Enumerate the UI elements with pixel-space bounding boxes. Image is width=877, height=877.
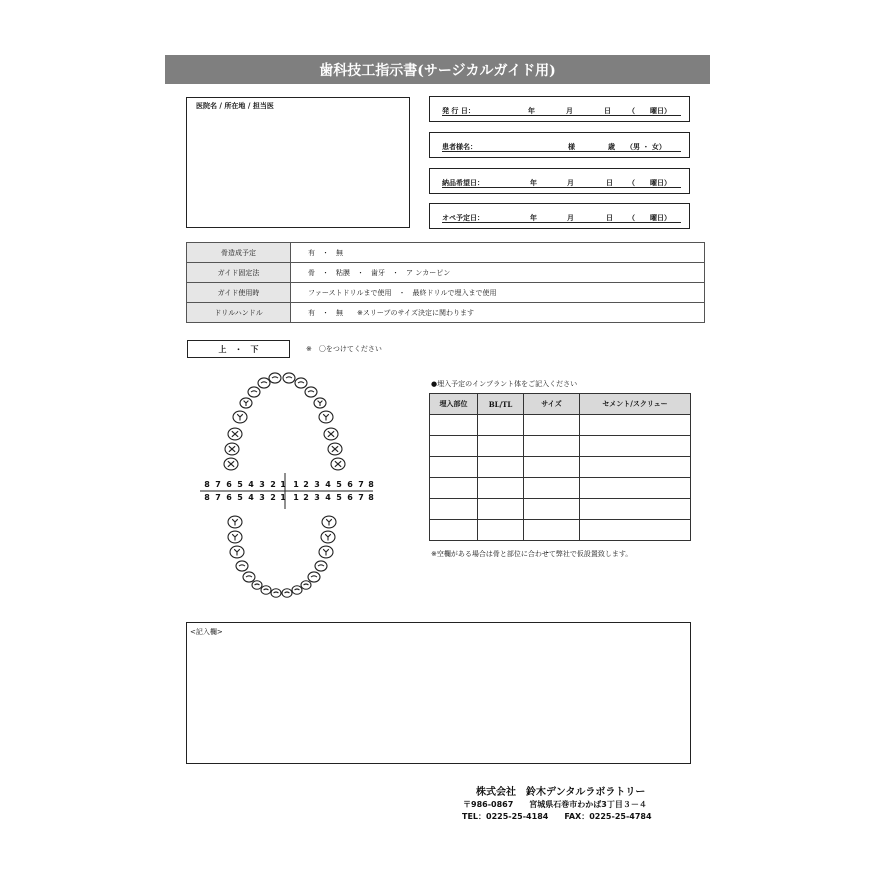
dental-chart[interactable]: [195, 365, 380, 605]
options-table: [186, 242, 705, 323]
implant-cell[interactable]: [430, 520, 478, 541]
tooth-number: 7: [358, 480, 364, 489]
implant-cell[interactable]: [580, 457, 691, 478]
weekday-text: 曜日）: [650, 106, 671, 115]
tooth-icon[interactable]: [301, 581, 311, 590]
implant-row: [430, 436, 691, 457]
implant-cell[interactable]: [478, 499, 524, 520]
col-size: サイズ: [524, 394, 580, 415]
tooth-number: 6: [226, 480, 232, 489]
tooth-number: 8: [204, 480, 210, 489]
tooth-icon[interactable]: [292, 586, 302, 595]
implant-cell[interactable]: [430, 457, 478, 478]
option-key: 骨造成予定: [187, 243, 291, 263]
tooth-icon[interactable]: [271, 589, 281, 598]
paren-open-text: （: [628, 178, 635, 187]
implant-cell[interactable]: [478, 478, 524, 499]
implant-cell[interactable]: [524, 415, 580, 436]
surgery-date-field[interactable]: [429, 203, 690, 229]
year-text: 年: [530, 178, 537, 187]
tooth-number: 3: [314, 480, 320, 489]
implant-cell[interactable]: [524, 457, 580, 478]
tooth-number: 7: [358, 493, 364, 502]
tooth-icon[interactable]: [240, 398, 252, 408]
option-row-bone-graft: [187, 243, 705, 263]
clinic-info-label: 医院名 / 所在地 / 担当医: [196, 101, 274, 110]
implant-row: [430, 415, 691, 436]
tooth-number: 5: [237, 480, 243, 489]
tooth-number: 2: [303, 480, 309, 489]
option-row-guide-usage: [187, 283, 705, 303]
col-bl-tl: BL/TL: [478, 394, 524, 415]
delivery-date-label: 納品希望日：: [442, 178, 484, 187]
tooth-number: 3: [314, 493, 320, 502]
tooth-icon[interactable]: [319, 411, 333, 423]
clinic-info-box[interactable]: [186, 97, 410, 228]
implant-row: [430, 478, 691, 499]
jaw-select[interactable]: 上 ・ 下: [187, 340, 290, 358]
tooth-number: 3: [259, 493, 265, 502]
paren-open-text: （: [628, 213, 635, 222]
tooth-number: 2: [270, 493, 276, 502]
tooth-icon[interactable]: [243, 572, 255, 582]
year-text: 年: [530, 213, 537, 222]
tooth-icon[interactable]: [322, 516, 336, 528]
implant-cell[interactable]: [580, 436, 691, 457]
surgery-date-label: オペ予定日：: [442, 213, 484, 222]
issue-date-label: 発 行 日：: [442, 106, 475, 115]
tooth-icon[interactable]: [315, 561, 327, 571]
tooth-number: 2: [270, 480, 276, 489]
company-name: 株式会社 鈴木デンタルラボラトリー: [476, 787, 646, 798]
option-key: ドリルハンドル: [187, 303, 291, 323]
tooth-icon[interactable]: [236, 561, 248, 571]
tooth-number: 6: [347, 493, 353, 502]
implant-cell[interactable]: [580, 478, 691, 499]
tooth-number: 5: [336, 480, 342, 489]
company-address: 〒986-0867 宮城県石巻市わかば3丁目３－４: [463, 800, 647, 809]
tooth-icon[interactable]: [308, 572, 320, 582]
implant-cell[interactable]: [478, 415, 524, 436]
option-row-fixation: [187, 263, 705, 283]
implant-cell[interactable]: [478, 457, 524, 478]
implant-row: [430, 499, 691, 520]
weekday-text: 曜日）: [650, 213, 671, 222]
option-key: ガイド使用時: [187, 283, 291, 303]
tooth-number: 4: [248, 480, 254, 489]
tooth-icon[interactable]: [228, 428, 242, 440]
tooth-icon[interactable]: [233, 411, 247, 423]
age-text: 歳: [608, 142, 615, 151]
issue-date-field[interactable]: [429, 96, 690, 122]
implant-cell[interactable]: [430, 499, 478, 520]
weekday-text: 曜日）: [650, 178, 671, 187]
tooth-icon[interactable]: [282, 589, 292, 598]
tooth-icon[interactable]: [324, 428, 338, 440]
tooth-number: 1: [293, 480, 299, 489]
tooth-icon[interactable]: [314, 398, 326, 408]
tooth-icon[interactable]: [230, 546, 244, 558]
form-title: 歯科技工指示書(サージカルガイド用): [165, 55, 710, 84]
implant-title: ●埋入予定のインプラント体をご記入ください: [431, 380, 578, 388]
col-retention: セメント/スクリュー: [580, 394, 691, 415]
tooth-number: 4: [325, 480, 331, 489]
implant-cell[interactable]: [524, 436, 580, 457]
implant-row: [430, 457, 691, 478]
tooth-icon[interactable]: [283, 373, 295, 383]
tooth-icon[interactable]: [319, 546, 333, 558]
implant-cell[interactable]: [524, 478, 580, 499]
sama-text: 様: [568, 142, 575, 151]
implant-table: [429, 393, 691, 541]
option-value[interactable]: 有 ・ 無: [291, 243, 705, 263]
implant-cell[interactable]: [524, 520, 580, 541]
col-site: 埋入部位: [430, 394, 478, 415]
day-text: 日: [604, 106, 611, 115]
tooth-icon[interactable]: [248, 387, 260, 397]
tooth-icon[interactable]: [261, 586, 271, 595]
paren-open-text: （: [628, 106, 635, 115]
company-contact: TEL：0225-25-4184 FAX：0225-25-4784: [462, 812, 652, 821]
tooth-number: 8: [368, 493, 374, 502]
tooth-number: 6: [347, 480, 353, 489]
patient-name-label: 患者様名：: [442, 142, 477, 151]
tooth-icon[interactable]: [224, 458, 238, 470]
option-key: ガイド固定法: [187, 263, 291, 283]
gender-text: （男 ・ 女）: [626, 142, 666, 151]
option-value[interactable]: ファーストドリルまで使用 ・ 最終ドリルで埋入まで使用: [291, 283, 705, 303]
tooth-icon[interactable]: [269, 373, 281, 383]
month-text: 月: [566, 106, 573, 115]
option-value[interactable]: 骨 ・ 粘膜 ・ 歯牙 ・ ア ンカーピン: [291, 263, 705, 283]
tooth-number: 7: [215, 480, 221, 489]
implant-row: [430, 520, 691, 541]
delivery-date-field[interactable]: [429, 168, 690, 194]
month-text: 月: [567, 213, 574, 222]
year-text: 年: [528, 106, 535, 115]
patient-name-field[interactable]: [429, 132, 690, 158]
implant-cell[interactable]: [580, 499, 691, 520]
jaw-note: ※ 〇をつけてください: [306, 345, 382, 353]
implant-note: ※空欄がある場合は骨と部位に合わせて弊社で仮設置致します。: [431, 550, 633, 558]
tooth-number: 4: [325, 493, 331, 502]
implant-cell[interactable]: [580, 520, 691, 541]
implant-cell[interactable]: [430, 436, 478, 457]
tooth-number: 1: [280, 480, 286, 489]
option-row-drill-handle: [187, 303, 705, 323]
tooth-icon[interactable]: [228, 516, 242, 528]
month-text: 月: [567, 178, 574, 187]
implant-cell[interactable]: [524, 499, 580, 520]
option-value[interactable]: 有 ・ 無 ※スリーブのサイズ決定に関わります: [291, 303, 705, 323]
implant-cell[interactable]: [430, 478, 478, 499]
tooth-number: 6: [226, 493, 232, 502]
tooth-icon[interactable]: [258, 378, 270, 388]
tooth-icon[interactable]: [321, 531, 335, 543]
tooth-number: 7: [215, 493, 221, 502]
memo-label: <記入欄>: [190, 628, 223, 636]
implant-cell[interactable]: [580, 415, 691, 436]
tooth-number: 3: [259, 480, 265, 489]
tooth-icon[interactable]: [228, 531, 242, 543]
tooth-icon[interactable]: [305, 387, 317, 397]
tooth-icon[interactable]: [252, 581, 262, 590]
tooth-number: 5: [237, 493, 243, 502]
tooth-icon[interactable]: [295, 378, 307, 388]
tooth-number: 8: [204, 493, 210, 502]
implant-cell[interactable]: [478, 436, 524, 457]
day-text: 日: [606, 178, 613, 187]
tooth-number: 2: [303, 493, 309, 502]
tooth-icon[interactable]: [331, 458, 345, 470]
tooth-number: 1: [280, 493, 286, 502]
implant-cell[interactable]: [478, 520, 524, 541]
tooth-number: 4: [248, 493, 254, 502]
tooth-icon[interactable]: [225, 443, 239, 455]
tooth-number: 1: [293, 493, 299, 502]
tooth-icon[interactable]: [328, 443, 342, 455]
tooth-number: 8: [368, 480, 374, 489]
day-text: 日: [606, 213, 613, 222]
implant-cell[interactable]: [430, 415, 478, 436]
memo-box[interactable]: [186, 622, 691, 764]
tooth-number: 5: [336, 493, 342, 502]
